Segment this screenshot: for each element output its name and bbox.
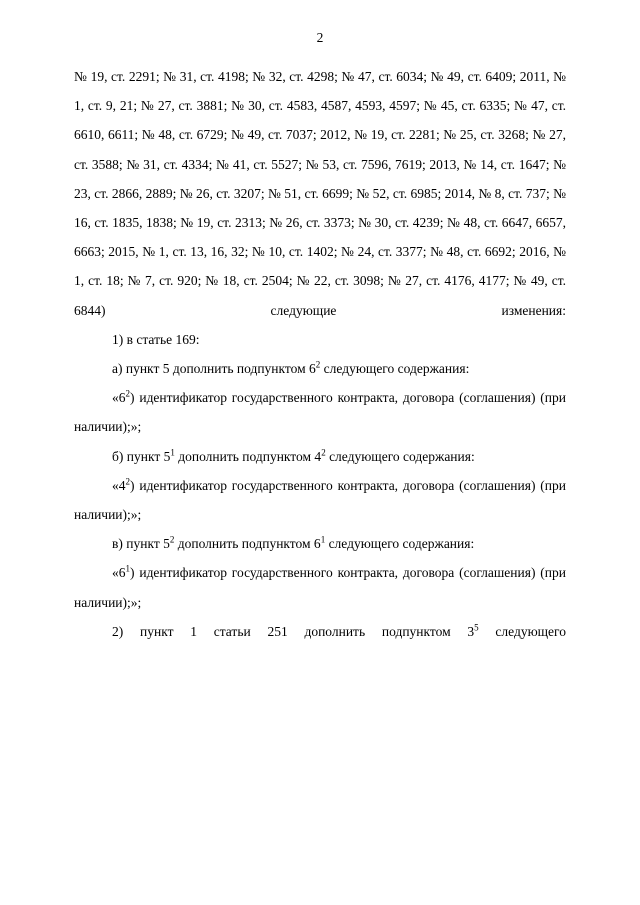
document-body: [74, 62, 566, 646]
paragraph-item-1: 1) в статье 169:: [112, 331, 200, 347]
superscript: 1: [125, 563, 130, 574]
superscript: 5: [474, 622, 479, 633]
paragraph-quote-6-1: [74, 558, 566, 616]
text-segment: ) идентификатор государственного контракта, договора (соглашения) (при наличии);»;: [74, 477, 566, 523]
superscript: 2: [125, 476, 130, 487]
text-segment: следующего: [478, 623, 566, 639]
text-segment: дополнить подпунктом 6: [174, 536, 321, 552]
text-segment: дополнить подпунктом 4: [174, 448, 322, 464]
superscript: 1: [320, 534, 326, 545]
text-segment: следующего содержания:: [320, 361, 470, 377]
text-segment: «6: [112, 390, 126, 406]
text-segment: в) пункт 5: [112, 536, 170, 552]
text-segment: следующего содержания:: [325, 448, 475, 464]
page-number: 2: [316, 30, 324, 45]
text-segment: 2) пункт 1 статьи 251 дополнить подпунктом 3: [112, 623, 475, 639]
text-segment: «6: [112, 565, 126, 581]
superscript: 2: [125, 388, 130, 399]
superscript: 2: [315, 359, 321, 370]
text-segment: ) идентификатор государственного контракта, договора (соглашения) (при наличии);»;: [74, 390, 566, 435]
paragraph-quote-6-2: [74, 383, 566, 441]
paragraph-quote-4-2: [74, 471, 566, 529]
superscript: 1: [170, 447, 175, 458]
paragraph-item-1v: [74, 529, 566, 558]
text-segment: б) пункт 5: [112, 448, 171, 464]
paragraph-citation-list: № 19, ст. 2291; № 31, ст. 4198; № 32, ст. 4298; № 47, ст. 6034; № 49, ст. 6409; 2011, № 1, ст. 9, 21; № 27, ст. 3881; № 30, ст. 4583, 4587, 4593, 4597; № 45, ст. 6335; № 47, ст. 6610, 6611; № 48, ст. 6729; № 49, ст. 7037; 2012, № 19, ст. 2281; № 25, ст. 3268; № 27, ст. 3588; № 31, ст. 4334; № 41, ст. 5527; № 53, ст. 7596, 7619; 2013, № 14, ст. 1647; № 23, ст. 2866, 2889; № 26, ст. 3207; № 51, ст. 6699; № 52, ст. 6985; 2014, № 8, ст. 737; № 16, ст. 1835, 1838; № 19, ст. 2313; № 26, ст. 3373; № 30, ст. 4239; № 48, ст. 6647, 6657, 6663; 2015, № 1, ст. 13, 16, 32; № 10, ст. 1402; № 24, ст. 3377; № 48, ст. 6692; 2016, № 1, ст. 18; № 7, ст. 920; № 18, ст. 2504; № 22, ст. 3098; № 27, ст. 4176, 4177; № 49, ст. 6844) следующие изменения:: [74, 69, 566, 318]
paragraph-item-2: [74, 617, 566, 646]
text-segment: «4: [112, 477, 126, 493]
paragraph-item-1b: [74, 442, 566, 471]
superscript: 2: [169, 534, 175, 545]
text-segment: а) пункт 5 дополнить подпунктом 6: [112, 361, 316, 377]
paragraph-item-1a: [74, 354, 566, 383]
text-segment: следующего содержания:: [325, 536, 475, 552]
superscript: 2: [321, 447, 326, 458]
text-segment: ) идентификатор государственного контракта, договора (соглашения) (при наличии);»;: [74, 565, 566, 610]
